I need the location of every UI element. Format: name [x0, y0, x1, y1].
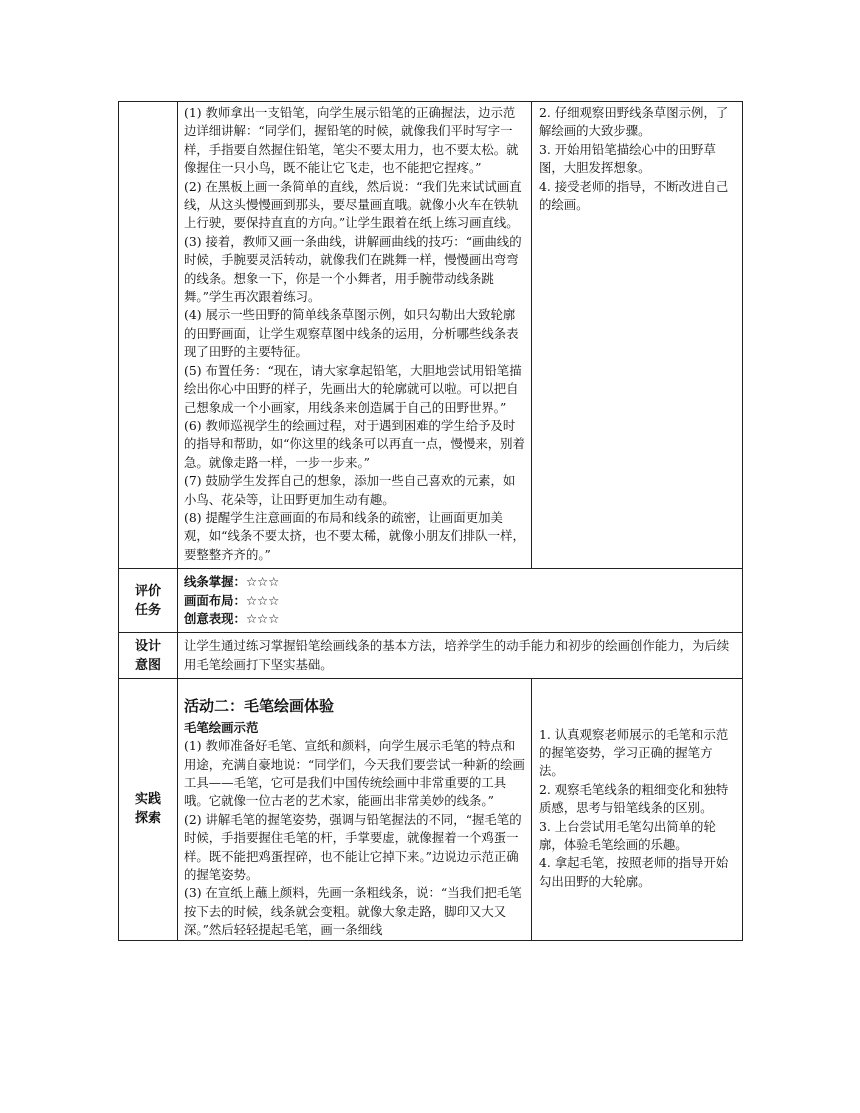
teacher-step: (7) 鼓励学生发挥自己的想象，添加一些自己喜欢的元素，如小鸟、花朵等，让田野更加生动有趣。	[184, 473, 516, 507]
teacher-step: (4) 展示一些田野的简单线条草图示例，如只勾勒出大致轮廓的田野画面，让学生观察草图中线条的运用，分析哪些线条表现了田野的主要特征。	[184, 307, 519, 360]
brush-activity-cell	[178, 679, 532, 940]
student-step: 3. 开始用铅笔描绘心中的田野草图，大胆发挥想象。	[539, 141, 716, 176]
teacher-step: (2) 讲解毛笔的握笔姿势，强调与铅笔握法的不同，“握毛笔的时候，手指要握住毛笔的杆，手掌要虚，就像握着一个鸡蛋一样。既不能把鸡蛋捏碎，也不能让它掉下来。”边说边示范正确的握笔姿势。	[184, 811, 522, 883]
evaluation-label: 评价 任务	[119, 569, 178, 633]
evaluation-item: 创意表现：☆☆☆	[184, 610, 280, 626]
row-label-empty	[119, 102, 178, 569]
star-rating: ☆☆☆	[245, 610, 280, 626]
pencil-activity-row	[119, 102, 743, 569]
student-step: 2. 仔细观察田野线条草图示例，了解绘画的大致步骤。	[539, 105, 729, 139]
lesson-plan-table	[118, 101, 743, 941]
teacher-step: (3) 接着，教师又画一条曲线，讲解画曲线的技巧：“画曲线的时候，手腕要灵活转动，就像我们在跳舞一样，慢慢画出弯弯的线条。想象一下，你是一个小舞者，用手腕带动线条跳舞。”学生再次跟着练习。	[184, 233, 522, 305]
section-title: 毛笔绘画示范	[184, 720, 259, 736]
design-intent-row	[119, 633, 743, 679]
activity-title: 活动二：毛笔绘画体验	[184, 697, 335, 716]
evaluation-cell	[178, 569, 743, 633]
teacher-step: (3) 在宣纸上蘸上颜料，先画一条粗线条，说：“当我们把毛笔按下去的时候，线条就会变粗。就像大象走路，脚印又大又深。”然后轻轻提起毛笔，画一条细线	[184, 885, 522, 938]
teacher-step: (5) 布置任务：“现在，请大家拿起铅笔，大胆地尝试用铅笔描绘出你心中田野的样子，先画出大的轮廓就可以啦。可以把自己想象成一个小画家，用线条来创造属于自己的田野世界。”	[184, 362, 522, 415]
design-intent-text: 让学生通过练习掌握铅笔绘画线条的基本方法，培养学生的动手能力和初步的绘画创作能力，为后续用毛笔绘画打下坚实基础。	[184, 638, 730, 672]
star-rating: ☆☆☆	[245, 592, 280, 608]
star-rating: ☆☆☆	[245, 574, 280, 590]
evaluation-item: 画面布局：☆☆☆	[184, 592, 280, 608]
design-intent-cell	[178, 633, 743, 679]
brush-student-cell	[532, 679, 743, 940]
design-intent-label: 设计 意图	[119, 633, 178, 679]
student-step: 2. 观察毛笔线条的粗细变化和独特质感，思考与铅笔线条的区别。	[539, 781, 729, 816]
teacher-activity-cell	[178, 102, 532, 569]
student-step: 4. 拿起毛笔，按照老师的指导开始勾出田野的大轮廓。	[539, 855, 729, 889]
evaluation-item: 线条掌握：☆☆☆	[184, 574, 280, 590]
teacher-step: (2) 在黑板上画一条简单的直线，然后说：“我们先来试试画直线，从这头慢慢画到那头，要尽量画直哦。就像小火车在铁轨上行驶，要保持直直的方向。”让学生跟着在纸上练习画直线。	[184, 178, 522, 231]
practice-label: 实践 探索	[119, 679, 178, 940]
student-step: 4. 接受老师的指导，不断改进自己的绘画。	[539, 178, 729, 213]
teacher-step: (1) 教师准备好毛笔、宣纸和颜料，向学生展示毛笔的特点和用途，充满自豪地说：“同学们，今天我们要尝试一种新的绘画工具——毛笔，它可是我们中国传统绘画中非常重要的工具哦。它就像一位古老的艺术家，能画出非常美妙的线条。”	[184, 738, 525, 809]
teacher-step: (6) 教师巡视学生的绘画过程，对于遇到困难的学生给予及时的指导和帮助，如“你这里的线条可以再直一点，慢慢来，别着急。就像走路一样，一步一步来。”	[184, 417, 525, 470]
teacher-step: (1) 教师拿出一支铅笔，向学生展示铅笔的正确握法，边示范边详细讲解：“同学们，握铅笔的时候，就像我们平时写字一样，手指要自然握住铅笔，笔尖不要太用力，也不要太松。就像握住一只小鸟，既不能让它飞走，也不能把它捏疼。”	[184, 105, 519, 176]
student-step: 1. 认真观察老师展示的毛笔和示范的握笔姿势，学习正确的握笔方法。	[539, 726, 729, 779]
evaluation-row	[119, 569, 743, 633]
student-activity-cell	[532, 102, 743, 569]
teacher-step: (8) 提醒学生注意画面的布局和线条的疏密，让画面更加美观，如“线条不要太挤，也不要太稀，就像小朋友们排队一样，要整整齐齐的。”	[184, 509, 525, 562]
student-step: 3. 上台尝试用毛笔勾出简单的轮廓，体验毛笔绘画的乐趣。	[539, 818, 716, 853]
practice-row	[119, 679, 743, 940]
